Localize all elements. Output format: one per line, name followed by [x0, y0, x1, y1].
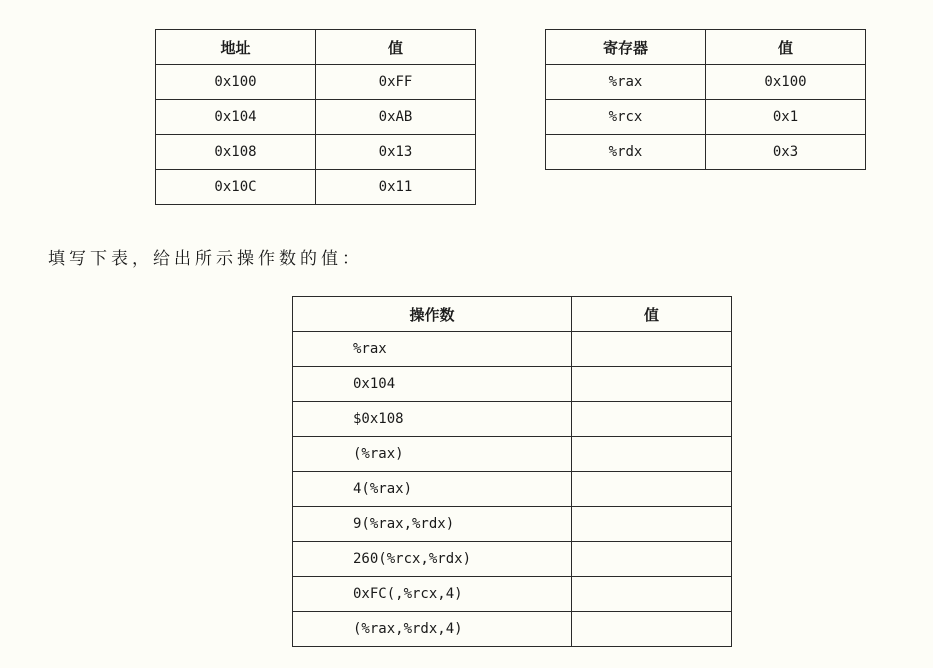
instruction-text: 填写下表，给出所示操作数的值： [48, 249, 363, 269]
header-operand: 操作数 [293, 297, 572, 332]
operand-cell: 9(%rax,%rdx) [293, 507, 572, 542]
value-cell: 0x1 [706, 100, 866, 135]
table-header-row [546, 30, 866, 65]
table-row [546, 65, 866, 100]
operand-cell: (%rax,%rdx,4) [293, 612, 572, 647]
header-register: 寄存器 [546, 30, 706, 65]
header-value: 值 [706, 30, 866, 65]
table-row [156, 135, 476, 170]
table-row [293, 437, 732, 472]
register-cell: %rdx [546, 135, 706, 170]
table-row [293, 577, 732, 612]
value-cell: 0xFF [316, 65, 476, 100]
operand-cell: 0xFC(,%rcx,4) [293, 577, 572, 612]
address-cell: 0x108 [156, 135, 316, 170]
table-row [156, 170, 476, 205]
table-row [546, 100, 866, 135]
address-cell: 0x100 [156, 65, 316, 100]
answer-cell[interactable] [572, 332, 732, 367]
answer-cell[interactable] [572, 577, 732, 612]
address-cell: 0x10C [156, 170, 316, 205]
answer-cell[interactable] [572, 507, 732, 542]
table-header-row [156, 30, 476, 65]
answer-cell[interactable] [572, 542, 732, 577]
value-cell: 0xAB [316, 100, 476, 135]
table-row [293, 332, 732, 367]
register-cell: %rax [546, 65, 706, 100]
value-cell: 0x11 [316, 170, 476, 205]
table-row [293, 507, 732, 542]
register-table [545, 29, 866, 170]
answer-cell[interactable] [572, 612, 732, 647]
table-row [293, 367, 732, 402]
table-header-row [293, 297, 732, 332]
answer-cell[interactable] [572, 437, 732, 472]
operand-cell: (%rax) [293, 437, 572, 472]
header-value: 值 [316, 30, 476, 65]
table-row [156, 100, 476, 135]
answer-cell[interactable] [572, 472, 732, 507]
operand-cell: %rax [293, 332, 572, 367]
value-cell: 0x100 [706, 65, 866, 100]
table-row [293, 402, 732, 437]
table-row [293, 472, 732, 507]
table-row [293, 612, 732, 647]
value-cell: 0x3 [706, 135, 866, 170]
table-row [293, 542, 732, 577]
register-cell: %rcx [546, 100, 706, 135]
operand-table [292, 296, 732, 647]
header-value: 值 [572, 297, 732, 332]
answer-cell[interactable] [572, 367, 732, 402]
value-cell: 0x13 [316, 135, 476, 170]
answer-cell[interactable] [572, 402, 732, 437]
operand-cell: 4(%rax) [293, 472, 572, 507]
operand-cell: $0x108 [293, 402, 572, 437]
operand-cell: 260(%rcx,%rdx) [293, 542, 572, 577]
address-cell: 0x104 [156, 100, 316, 135]
header-address: 地址 [156, 30, 316, 65]
table-row [156, 65, 476, 100]
operand-cell: 0x104 [293, 367, 572, 402]
memory-table [155, 29, 476, 205]
table-row [546, 135, 866, 170]
